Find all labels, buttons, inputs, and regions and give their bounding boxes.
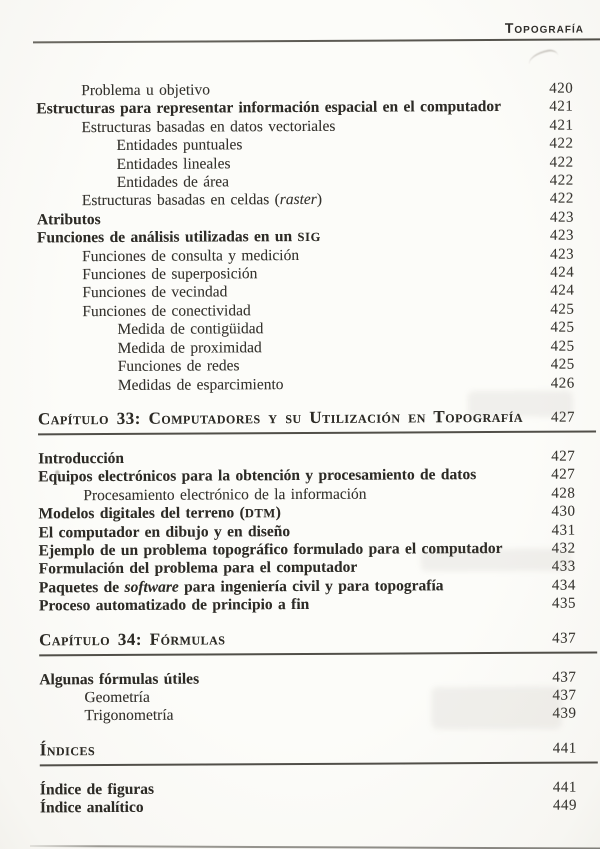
label-text: Medidas de esparcimiento: [117, 375, 284, 394]
toc-entry-page-number: 420: [549, 80, 574, 97]
toc-entry-page-number: 437: [552, 669, 577, 686]
toc-entry-page-number: 434: [551, 577, 576, 594]
italic-term: software: [124, 578, 179, 596]
toc-entry-page-number: 426: [550, 375, 575, 392]
smallcaps-term: DTM: [244, 506, 276, 521]
toc-entry-label: [82, 245, 530, 266]
toc-entry-label: [118, 337, 531, 358]
label-text: Paquetes de: [38, 578, 125, 597]
toc-entry-page-number: 433: [551, 558, 576, 576]
toc-entry-label: [40, 797, 533, 818]
italic-term: raster: [279, 191, 317, 209]
label-text: Trigonometría: [84, 707, 174, 725]
toc-entry-page-number: 437: [552, 687, 577, 704]
scan-smudge: [527, 48, 558, 64]
toc-entry-page-number: 439: [552, 705, 577, 723]
label-text: Modelos digitales del terreno (: [38, 504, 245, 523]
label-text: para ingeniería civil y para topografía: [178, 577, 444, 596]
toc-entry: [40, 797, 598, 818]
ink-showthrough: [431, 687, 561, 730]
label-text: El computador en dibujo y en diseño: [38, 522, 291, 541]
toc-entry-page-number: 427: [551, 466, 576, 483]
toc-entry-page-number: 423: [550, 246, 575, 263]
label-text: Índice de figuras: [39, 780, 155, 799]
toc-entry-page-number: 435: [551, 595, 576, 612]
toc-entry-label: [82, 301, 530, 322]
label-text: Problema u objetivo: [81, 81, 210, 100]
toc-entry-page-number: 424: [550, 264, 575, 281]
toc-entry-page-number: 421: [549, 98, 574, 116]
toc-entry-label: [117, 319, 530, 340]
label-text: Entidades lineales: [116, 154, 231, 173]
label-text: Ejemplo de un problema topográfico formulado para el computador: [38, 539, 503, 560]
toc-entry-label: [118, 356, 531, 377]
chapter-page-number: 437: [552, 630, 577, 647]
label-text: Estructuras para representar información espacial en el computador: [36, 98, 502, 118]
label-text: Funciones de análisis utilizadas en un: [36, 228, 298, 247]
label-text: Funciones de redes: [117, 357, 240, 376]
label-text: Formulación del problema para el computador: [38, 559, 358, 578]
chapter-title: Índices: [39, 739, 96, 760]
toc-entry-label: [82, 264, 530, 285]
label-text: Atributos: [36, 210, 101, 229]
toc-entry-page-number: 430: [551, 503, 576, 520]
label-text: Equipos electrónicos para la obtención y procesamiento de datos: [38, 466, 477, 486]
label-text: ): [316, 191, 323, 209]
toc-entry-page-number: 425: [550, 301, 575, 318]
toc-entry-label: [39, 595, 532, 616]
label-text: Funciones de superposición: [82, 265, 258, 284]
label-text: Algunas fórmulas útiles: [39, 670, 200, 688]
toc-entry-page-number: 431: [551, 522, 576, 539]
label-text: Funciones de conectividad: [82, 302, 251, 321]
chapter-heading: [40, 736, 598, 766]
toc-entry-page-number: 441: [552, 779, 577, 796]
toc-entry-page-number: 432: [551, 540, 576, 557]
chapter-title: Capítulo 33: Computadores y su Utilización en Topografía: [37, 406, 524, 429]
ink-showthrough: [468, 391, 573, 418]
toc-entry-label: [83, 485, 531, 506]
running-head-title: Topografía: [504, 19, 584, 36]
toc-entry-page-number: 428: [551, 485, 576, 502]
toc-entry-label: [116, 135, 529, 156]
toc-entry-page-number: 422: [549, 135, 574, 152]
label-text: Proceso automatizado de principio a fin: [38, 596, 310, 615]
chapter-page-number: 427: [550, 409, 576, 426]
label-text: Medida de proximidad: [117, 338, 262, 357]
chapter-page-number: 441: [552, 740, 577, 757]
toc-entry-page-number: 449: [552, 797, 578, 814]
label-text: Estructuras basadas en celdas (: [81, 191, 280, 210]
label-text: Entidades puntuales: [116, 136, 243, 155]
toc-entry-page-number: 422: [549, 154, 574, 171]
toc-entry-page-number: 425: [550, 356, 575, 373]
toc-entry-page-number: 422: [549, 172, 574, 189]
label-text: Introducción: [38, 449, 125, 468]
ink-showthrough: [421, 549, 571, 572]
header-rule: [33, 38, 600, 43]
smallcaps-term: SIG: [297, 230, 321, 245]
toc-entry-page-number: 427: [551, 448, 576, 465]
chapter-title: Capítulo 34: Fórmulas: [39, 628, 226, 649]
toc-entry-page-number: 423: [549, 209, 574, 226]
toc-entry-label: [82, 282, 530, 303]
label-text: Geometría: [84, 688, 150, 707]
label-text: Entidades de área: [116, 173, 230, 191]
toc-entry-page-number: 423: [549, 227, 575, 244]
toc-entry-page-number: 422: [549, 191, 574, 208]
label-text: Funciones de vecindad: [82, 283, 228, 302]
label-text: Procesamiento electrónico de la información: [83, 485, 367, 504]
label-text: Medida de contigüidad: [117, 320, 264, 339]
toc-entry-page-number: 425: [550, 338, 575, 355]
toc-entry-label: [117, 172, 530, 193]
label-text: ): [275, 504, 281, 522]
toc-entry-page-number: 421: [549, 117, 574, 134]
chapter-heading: [39, 626, 597, 656]
toc-entry-label: [81, 80, 529, 101]
scan-speck: [55, 470, 59, 474]
label-text: Estructuras basadas en datos vectoriales: [81, 117, 336, 136]
label-text: Índice analítico: [39, 799, 144, 817]
toc-entry-label: [117, 153, 530, 174]
label-text: Funciones de consulta y medición: [82, 246, 300, 265]
toc-entry-page-number: 424: [550, 283, 575, 300]
toc-entry-page-number: 425: [550, 319, 575, 336]
toc-entry-label: [82, 190, 530, 211]
toc-entry: [39, 595, 597, 616]
toc-entry-label: [81, 117, 529, 138]
